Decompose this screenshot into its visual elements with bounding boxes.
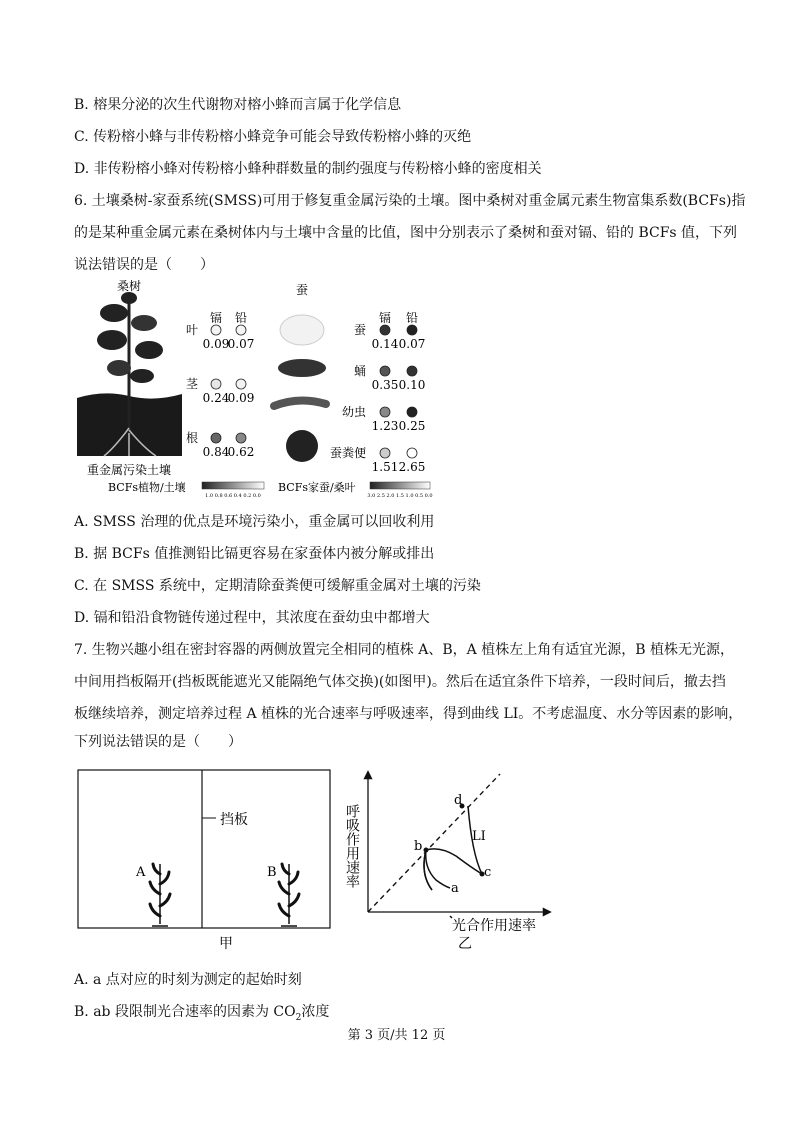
q7-stem-line-1: 7. 生物兴趣小组在密封容器的两侧放置完全相同的植株 A、B，A 植株左上角有适宜光源，B 植株无光源， (74, 642, 734, 658)
plant-row-label: 叶 (185, 323, 198, 337)
soil-label: 重金属污染土壤 (86, 463, 172, 477)
bcfs-figure-svg (74, 278, 444, 500)
plant-col-pb: 铅 (234, 311, 248, 325)
plant-pb-circle (236, 379, 246, 389)
figure-jia-caption: 甲 (219, 936, 233, 952)
silk-row-label: 蛹 (353, 364, 366, 378)
partition-label: 挡板 (220, 812, 248, 828)
plant-cd-value: 0.84 (202, 445, 230, 459)
q5-option-c: C. 传粉榕小蜂与非传粉榕小蜂竞争可能会导致传粉榕小蜂的灭绝 (74, 129, 472, 145)
silk-cd-value: 1.51 (371, 460, 399, 474)
x-axis-label: 光合作用速率 (452, 918, 536, 934)
plant-cd-value: 0.09 (202, 337, 230, 351)
q5-option-d: D. 非传粉榕小蜂对传粉榕小蜂种群数量的制约强度与传粉榕小蜂的密度相关 (74, 161, 542, 177)
silk-pb-value: 0.07 (398, 337, 426, 351)
plant-cd-circle (211, 379, 221, 389)
plant-a-illustration (150, 864, 170, 926)
plant-pb-circle (236, 325, 246, 335)
silk-pb-circle (407, 325, 417, 335)
silk-bcfs-rows (330, 323, 425, 474)
container-diagram-svg (76, 766, 336, 956)
q6-stem-line-3: 说法错误的是（ ） (74, 257, 214, 273)
plant-cd-circle (211, 325, 221, 335)
q6-option-d: D. 镉和铅沿食物链传递过程中，其浓度在蚕幼虫中都增大 (74, 610, 430, 626)
q7-option-b-text: B. ab 段限制光合速率的因素为 CO (74, 1004, 296, 1020)
plant-b-illustration (279, 864, 299, 926)
scale-plant-bar (202, 482, 264, 489)
q5-option-b: B. 榕果分泌的次生代谢物对榕小蜂而言属于化学信息 (74, 97, 402, 113)
plant-cd-value: 0.24 (202, 391, 230, 405)
silk-cd-circle (380, 325, 390, 335)
silk-row-label: 幼虫 (341, 405, 366, 419)
q6-figure (74, 278, 444, 500)
co2-subscript: 2 (295, 1012, 302, 1023)
plant-pb-circle (236, 433, 246, 443)
scale-silk-label: BCFs家蚕/桑叶 (278, 481, 356, 494)
page-footer: 第 3 页/共 12 页 (347, 1028, 446, 1043)
scale-plant-ticks: 1.0 0.8 0.6 0.4 0.2 0.0 (205, 493, 261, 499)
silk-pb-value: 2.65 (398, 460, 426, 474)
rate-graph-svg (340, 764, 560, 960)
cocoon-image (280, 315, 324, 345)
q6-option-b: B. 据 BCFs 值推测铅比镉更容易在家蚕体内被分解或排出 (74, 546, 435, 562)
silk-pb-value: 0.10 (398, 378, 426, 392)
q6-option-c: C. 在 SMSS 系统中，定期清除蚕粪便可缓解重金属对土壤的污染 (74, 578, 481, 594)
silk-pb-circle (407, 448, 417, 458)
figure-jia (76, 766, 336, 956)
y-axis-label: 呼吸作用速率 (344, 804, 360, 888)
q7-stem-line-2: 中间用挡板隔开(挡板既能遮光又能隔绝气体交换)(如图甲)。然后在适宜条件下培养，一段时间后，撤去挡 (74, 674, 726, 690)
silk-cd-circle (380, 448, 390, 458)
scale-silk-bar (370, 482, 430, 489)
plant-a-label: A (136, 865, 146, 880)
silk-col-pb: 铅 (405, 311, 419, 325)
silk-pb-value: 0.25 (398, 419, 426, 433)
plant-cd-circle (211, 433, 221, 443)
silk-cd-value: 0.35 (371, 378, 399, 392)
q6-stem-line-2: 的是某种重金属元素在桑树体内与土壤中含量的比值，图中分别表示了桑树和蚕对镉、铅的 BCFs 值，下列 (74, 225, 738, 241)
pupa-image (278, 359, 326, 377)
q7-stem-line-3: 板继续培养，测定培养过程 A 植株的光合速率与呼吸速率，得到曲线 LI。不考虑温度、水分等因素的影响， (74, 706, 743, 722)
scale-silk-ticks: 3.0 2.5 2.0 1.5 1.0 0.5 0.0 (367, 493, 433, 499)
silk-cd-value: 0.14 (371, 337, 399, 351)
q7-stem-line-4: 下列说法错误的是（ ） (74, 734, 242, 750)
plant-pb-value: 0.07 (227, 337, 255, 351)
point-d-label: d (454, 793, 463, 808)
q6-stem-line-1: 6. 土壤桑树-家蚕系统(SMSS)可用于修复重金属污染的土壤。图中桑树对重金属元素生物富集系数(BCFs)指 (74, 193, 746, 209)
silk-row-label: 蚕粪便 (329, 446, 366, 460)
q6-option-a: A. SMSS 治理的优点是环境污染小，重金属可以回收利用 (74, 514, 435, 530)
q7-option-a: A. a 点对应的时刻为测定的起始时刻 (74, 972, 302, 988)
point-c-label: c (484, 865, 492, 880)
silk-cd-circle (380, 407, 390, 417)
point-b-label: b (414, 839, 423, 854)
mulberry-tree-illustration (77, 292, 182, 456)
silk-pb-circle (407, 407, 417, 417)
silk-cd-value: 1.23 (371, 419, 399, 433)
silk-col-cd: 镉 (378, 311, 392, 325)
plant-pb-value: 0.62 (227, 445, 255, 459)
plant-b-label: B (267, 865, 277, 880)
figure-yi (340, 764, 560, 960)
plant-pb-value: 0.09 (227, 391, 255, 405)
scale-plant-label: BCFs植物/土壤 (108, 481, 186, 494)
plant-row-label: 茎 (185, 377, 198, 391)
silk-row-label: 蚕 (353, 323, 366, 337)
mulberry-title: 桑树 (116, 279, 142, 293)
figure-yi-caption: 乙 (458, 936, 472, 952)
plant-col-cd: 镉 (209, 311, 223, 325)
silkworm-title: 蚕 (295, 283, 309, 297)
q7-option-b-suffix: 浓度 (301, 1004, 330, 1020)
frass-image (286, 430, 318, 462)
larva-image (274, 400, 326, 406)
plant-row-label: 根 (185, 431, 198, 445)
plant-bcfs-rows (186, 323, 254, 459)
curve-li (424, 806, 482, 918)
silk-pb-circle (407, 366, 417, 376)
curve-li-label: LI (472, 829, 486, 844)
silk-cd-circle (380, 366, 390, 376)
point-a-label: a (451, 881, 459, 896)
